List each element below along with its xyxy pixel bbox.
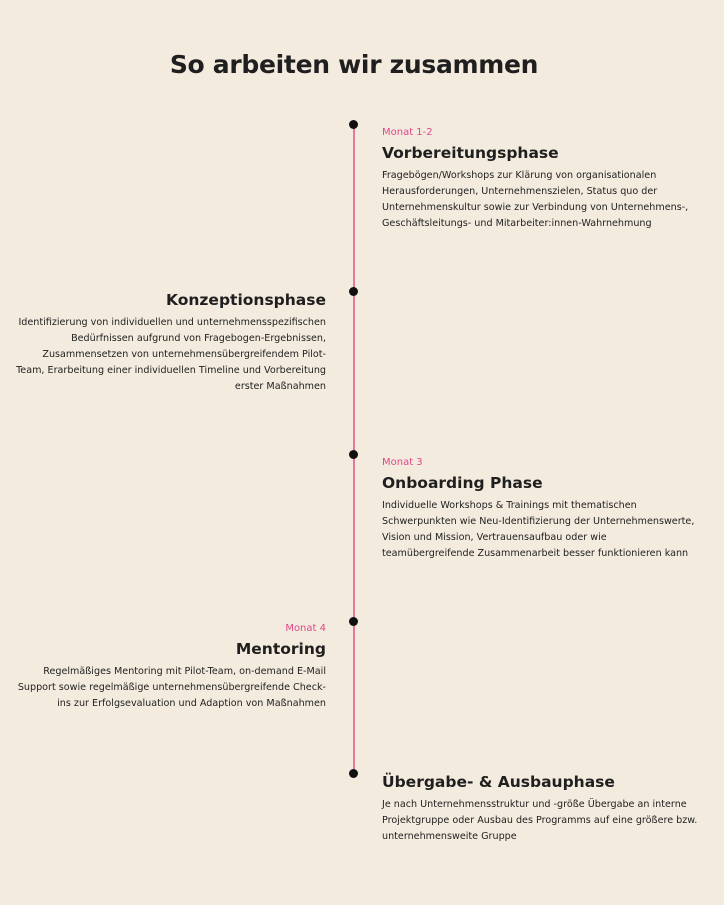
timeline-step-onboarding-phase xyxy=(382,456,702,562)
step-title: Vorbereitungsphase xyxy=(382,144,559,162)
step-description: Regelmäßiges Mentoring mit Pilot-Team, on-demand E-Mail Support sowie regelmäßige unternehmensübergreifende Check-ins zur Erfolgsevaluation und Adaption von Maßnahmen xyxy=(17,666,326,709)
timeline-dot xyxy=(349,287,358,296)
timeline-dot xyxy=(349,617,358,626)
step-title: Konzeptionsphase xyxy=(165,291,326,309)
step-description: Je nach Unternehmensstruktur und -größe Übergabe an interne Projektgruppe oder Ausbau des Programms auf eine größere bzw. unternehmensweite Gruppe xyxy=(382,799,698,842)
step-description: Identifizierung von individuellen und unternehmensspezifischen Bedürfnissen aufgrund von Fragebogen-Ergebnissen, Zusammensetzen von unternehmensübergreifendem Pilot-Team, Erarbeitung einer individuellen Timeline und Vorbereitung erster Maßnahmen xyxy=(16,317,326,392)
page-title: So arbeiten wir zusammen xyxy=(169,50,539,79)
timeline-step-vorbereitungsphase xyxy=(382,126,702,232)
timeline-dot xyxy=(349,769,358,778)
step-description: Individuelle Workshops & Trainings mit thematischen Schwerpunkten wie Neu-Identifizierung der Unternehmenswerte, Vision und Mission, Vertrauensaufbau oder wie teamübergreifende Zusammenarbeit besser funktionieren kann xyxy=(382,500,695,559)
timeline-step-uebergabe-ausbauphase xyxy=(382,772,702,845)
step-month: Monat 4 xyxy=(285,623,326,634)
timeline-step-mentoring xyxy=(16,622,326,712)
step-title: Onboarding Phase xyxy=(382,474,543,492)
step-title: Mentoring xyxy=(235,640,326,658)
step-month: Monat 3 xyxy=(382,457,423,468)
timeline-dot xyxy=(349,120,358,129)
step-description: Fragebögen/Workshops zur Klärung von organisationalen Herausforderungen, Unternehmenszielen, Status quo der Unternehmenskultur sowie zur Verbindung von Unternehmens-, Geschäftsleitungs- und Mitarbeiter:innen-Wahrnehmung xyxy=(382,170,689,229)
timeline-step-konzeptionsphase xyxy=(16,290,326,395)
step-title: Übergabe- & Ausbauphase xyxy=(382,773,615,791)
step-month: Monat 1-2 xyxy=(382,127,433,138)
timeline-dot xyxy=(349,450,358,459)
timeline-line xyxy=(353,124,355,773)
